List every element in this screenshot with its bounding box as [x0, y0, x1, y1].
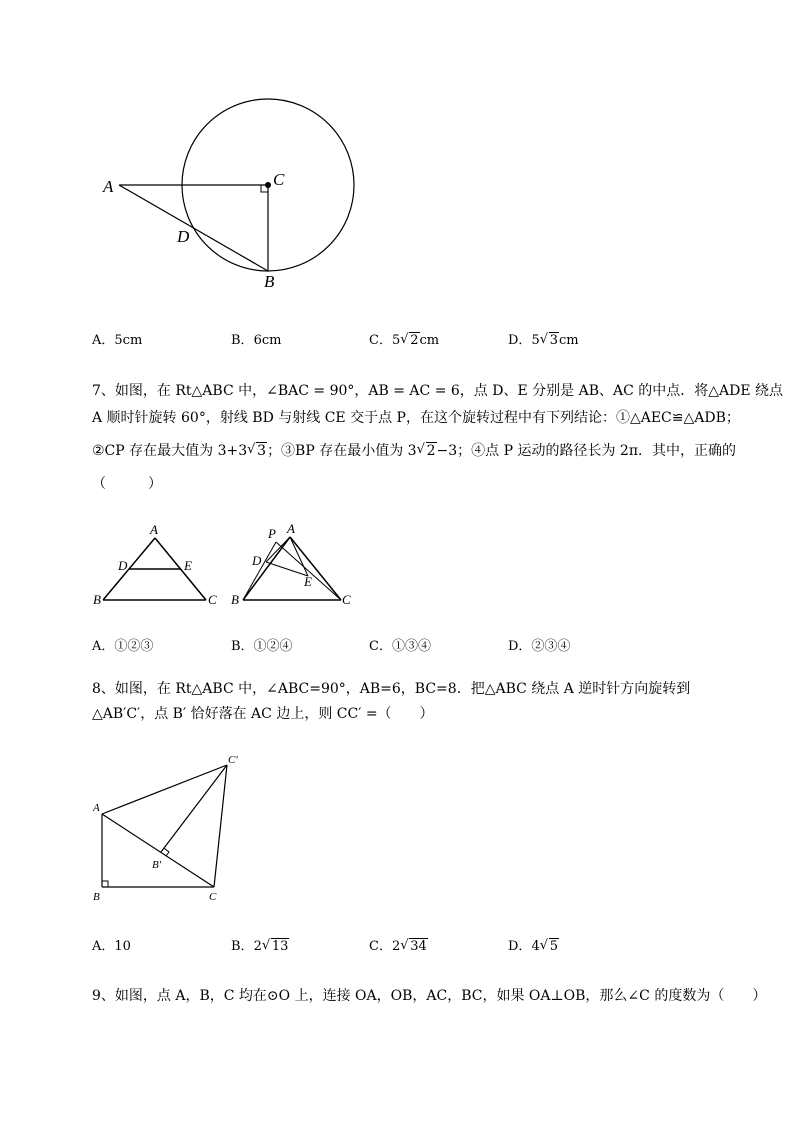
q8-line-1: 8、如图，在 Rt△ABC 中，∠ABC=90°，AB=6，BC=8．把△ABC 绕点 A 逆时针方向旋转到: [92, 681, 691, 697]
sqrt-symbol: √ 3: [248, 441, 267, 461]
q8-label-c: C: [209, 891, 217, 903]
q7r-label-e: E: [304, 574, 312, 589]
q8-label-c1: C′: [228, 754, 238, 766]
q9-line-1: 9、如图，点 A，B，C 均在⊙O 上，连接 OA，OB，AC，BC，如果 OA⊥OB，那么∠C 的度数为（ ）: [92, 988, 767, 1004]
q7-figure-right: [228, 520, 358, 615]
q8-choice-d: D．4√ 5: [508, 937, 559, 957]
q7-line-3: ②CP 存在最大值为 3+3√ 3；③BP 存在最小值为 3√ 2−3；④点 P 运动的路径长为 2π．其中，正确的: [92, 441, 736, 461]
q6-choice-b: B．6cm: [231, 333, 282, 348]
q8-label-b1: B′: [152, 859, 162, 871]
q6-center-dot: [265, 182, 271, 188]
q6-label-c: C: [273, 170, 285, 189]
q6-label-b: B: [264, 272, 275, 291]
q8-choice-b: B．2√ 13: [231, 937, 289, 957]
sqrt-symbol: √ 2: [401, 331, 419, 351]
q6-figure: [95, 95, 365, 295]
q6-choice-a: A．5cm: [92, 333, 143, 348]
q8-choice-a: A．10: [92, 939, 131, 954]
q8-segment-ac: [102, 814, 214, 887]
q7-line-1: 7、如图，在 Rt△ABC 中，∠BAC = 90°，AB = AC = 6，点 D、E 分别是 AB、AC 的中点．将△ADE 绕点: [92, 383, 784, 399]
q7l-label-e: E: [184, 558, 192, 573]
q7l-label-d: D: [118, 558, 128, 573]
q7r-label-c: C: [342, 592, 351, 607]
q6-choice-d: D．5√ 3cm: [508, 331, 579, 351]
q8-right-angle-b: [102, 881, 108, 887]
q7-line-2: A 顺时针旋转 60°，射线 BD 与射线 CE 交于点 P，在这个旋转过程中有下列结论：①△AEC≌△ADB；: [92, 410, 740, 426]
sqrt-symbol: √ 2: [418, 441, 437, 461]
q8-label-a: A: [93, 802, 100, 814]
q6-choice-c: C．5√ 2cm: [369, 331, 439, 351]
q7-choice-c: C．①③④: [369, 639, 431, 654]
q7l-label-a: A: [150, 522, 158, 537]
q7r-label-p: P: [268, 526, 276, 541]
q8-figure: [88, 748, 248, 908]
q8-label-b: B: [93, 891, 100, 903]
sqrt-symbol: √ 34: [401, 937, 428, 957]
q6-segment-ab: [119, 185, 268, 271]
q8-line-2: △AB′C′，点 B′ 恰好落在 AC 边上，则 CC′ =（ ）: [92, 706, 434, 722]
q7-choice-b: B．①②④: [231, 639, 293, 654]
q7r-ray-bp: [243, 542, 276, 600]
q7r-segment-de: [266, 562, 308, 576]
sqrt-symbol: √ 3: [541, 331, 559, 351]
q8-choice-c: C．2√ 34: [369, 937, 428, 957]
q6-label-d: D: [177, 227, 190, 246]
sqrt-symbol: √ 5: [541, 937, 559, 957]
q7r-ray-pc: [276, 542, 341, 600]
q6-label-a: A: [103, 177, 114, 196]
q7r-label-a: A: [287, 521, 295, 536]
q7l-label-c: C: [208, 592, 217, 607]
q7r-side-ac: [290, 537, 341, 600]
q7r-side-ba: [243, 537, 290, 600]
q7l-label-b: B: [93, 592, 101, 607]
q7r-label-d: D: [252, 553, 262, 568]
sqrt-symbol: √ 13: [263, 937, 290, 957]
q8-segment-c1c: [214, 765, 227, 887]
q7-figure-left: [90, 520, 225, 615]
q7r-label-b: B: [231, 592, 239, 607]
q7-choice-d: D．②③④: [508, 639, 571, 654]
q7-answer-paren: （ ）: [92, 476, 162, 492]
q7-choice-a: A．①②③: [92, 639, 154, 654]
